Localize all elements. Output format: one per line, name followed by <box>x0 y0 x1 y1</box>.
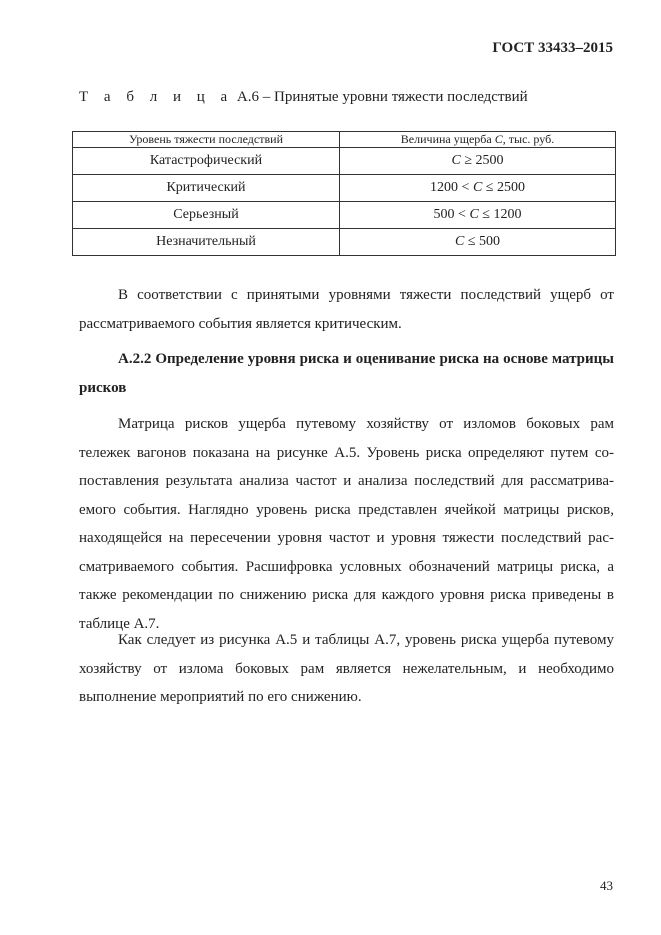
damage-value-pre: 500 < <box>433 207 470 222</box>
damage-value-cell <box>340 202 616 229</box>
damage-value-cell <box>340 229 616 256</box>
col-header-damage-post: , тыс. руб. <box>502 132 555 146</box>
table-header-row <box>73 132 616 148</box>
col-header-damage-pre: Величина ущерба <box>400 132 495 146</box>
damage-value-var: C <box>451 153 461 168</box>
table-caption-prefix: Т а б л и ц а <box>79 89 234 105</box>
table-caption <box>79 89 528 106</box>
severity-level-cell: Незначительный <box>73 229 340 256</box>
paragraph-risk-result: Как следует из рисунка А.5 и таблицы А.7, уровень риска ущерба путевому хозяйству от излома боковых рам является нежелательным, и необходимо выполнение мероприятий по его снижению. <box>79 632 614 705</box>
page-number: 43 <box>600 878 613 893</box>
table-caption-title: А.6 – Принятые уровни тяжести последствий <box>233 89 528 105</box>
severity-level-cell: Катастрофический <box>73 148 340 175</box>
table-row <box>73 229 616 256</box>
damage-value-var: C <box>472 180 483 195</box>
damage-value-cell <box>340 148 616 175</box>
document-id: ГОСТ 33433–2015 <box>492 40 613 56</box>
table-row <box>73 202 616 229</box>
table-row <box>73 175 616 202</box>
severity-levels-table <box>72 131 616 256</box>
damage-value-cell <box>340 175 616 202</box>
damage-value-post: ≤ 1200 <box>478 207 522 222</box>
damage-value-post: ≤ 2500 <box>482 180 525 195</box>
section-heading: А.2.2 Определение уровня риска и оценивание риска на основе матрицы рисков <box>79 351 614 396</box>
table-row <box>73 148 616 175</box>
paragraph-risk-matrix: Матрица рисков ущерба путевому хозяйству от изломов боковых рам тележек вагонов показана на рисунке А.5. Уровень риска определяют путем сопоставления результата анализа частот и анализа последствий для рассматриваемого события. Наглядно уровень риска представлен ячейкой матрицы рисков, находящейся на пересечении уровня частот и уровня тяжести последствий рассматриваемого события. Расшифровка условных обозначений матрицы риска, а также рекомендации по снижению риска для каждого уровня риска приведены в таблице А.7. <box>79 416 614 632</box>
damage-value-var: C <box>454 234 465 249</box>
damage-value-post: ≥ 2500 <box>460 153 504 168</box>
col-header-severity: Уровень тяжести последствий <box>73 132 340 148</box>
damage-value-pre: 1200 < <box>430 180 473 195</box>
paragraph-conclusion: В соответствии с принятыми уровнями тяжести последствий ущерб от рассматриваемого события является критическим. <box>79 287 614 332</box>
damage-value-var: C <box>469 207 479 222</box>
damage-value-post: ≤ 500 <box>464 234 501 249</box>
severity-level-cell: Критический <box>73 175 340 202</box>
col-header-damage-var: C <box>494 132 503 146</box>
col-header-damage <box>340 132 616 148</box>
severity-level-cell: Серьезный <box>73 202 340 229</box>
